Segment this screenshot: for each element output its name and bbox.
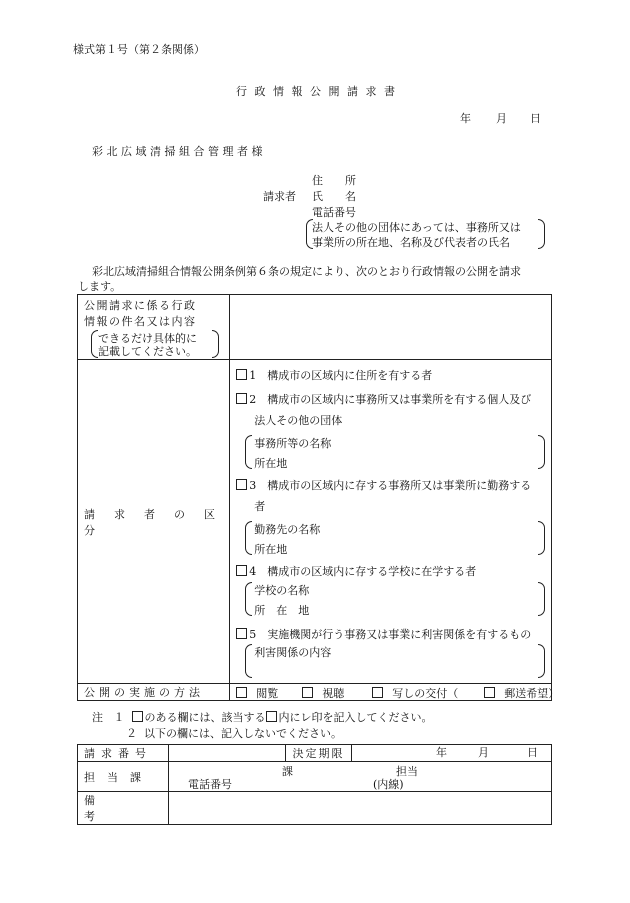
note-checkbox-icon — [132, 711, 143, 722]
option-4[interactable] — [236, 565, 476, 577]
option-2-location-label: 所在地 — [254, 457, 288, 470]
method-view-text: 閲覧 — [256, 687, 279, 700]
option-1-checkbox[interactable] — [236, 369, 247, 380]
decision-deadline-label: 決定期限 — [292, 747, 345, 760]
corp-note-right-bracket — [538, 219, 545, 249]
subject-label-line1: 公開請求に係る行政 — [84, 299, 197, 312]
option-5-text: 5 実施機関が行う事務又は事業に利害関係を有するもの — [249, 628, 532, 641]
subject-row — [78, 295, 552, 360]
option-1-text: 1 構成市の区域内に住所を有する者 — [249, 369, 433, 382]
subject-label-line2: 情報の件名又は内容 — [84, 315, 197, 328]
staff-detail-cell — [169, 762, 552, 792]
category-label-text: 請 求 者 の 区 分 — [84, 507, 234, 537]
date-year-label: 年 — [460, 112, 471, 125]
remarks-label: 備考 — [84, 794, 131, 823]
date-month-label: 月 — [496, 112, 507, 125]
deadline-day-label: 日 — [527, 746, 538, 759]
method-listen-checkbox[interactable] — [302, 687, 313, 698]
date-day-label: 日 — [530, 112, 541, 125]
intro-line2: します。 — [78, 280, 122, 293]
method-copy[interactable] — [372, 687, 458, 699]
subject-note-line2: 記載してください。 — [98, 345, 197, 358]
extension-label: (内線) — [373, 778, 404, 791]
addressee: 彩 北 広 域 清 掃 組 合 管 理 者 様 — [92, 145, 263, 158]
subject-note-left-bracket — [91, 330, 98, 358]
option-3-text: 3 構成市の区域内に存する事務所又は事業所に勤務する — [249, 479, 532, 492]
option-3-right-bracket — [538, 521, 545, 555]
decision-deadline-date-cell — [352, 745, 552, 762]
option-2[interactable] — [236, 393, 531, 405]
option-2-checkbox[interactable] — [236, 393, 247, 404]
request-number-label: 請求番号 — [84, 747, 152, 760]
form-number: 様式第１号（第２条関係） — [73, 43, 205, 56]
note-2-text: 以下の欄には、記入しないでください。 — [144, 727, 342, 740]
option-3-location-label: 所在地 — [254, 543, 288, 556]
option-3-checkbox[interactable] — [236, 479, 247, 490]
note-prefix: 注 — [92, 711, 103, 724]
method-mail-checkbox[interactable] — [484, 687, 495, 698]
category-options-cell — [230, 360, 552, 684]
option-3[interactable] — [236, 479, 531, 491]
request-number-row — [78, 745, 552, 762]
method-mail-text: 郵送希望） — [504, 687, 560, 700]
intro-line1: 彩北広域清掃組合情報公開条例第６条の規定により、次のとおり行政情報の公開を請求 — [92, 265, 521, 278]
request-number-label-cell — [78, 745, 169, 762]
remarks-label-cell — [78, 792, 169, 825]
option-4-location-label: 所 在 地 — [254, 604, 310, 617]
phone-label: 電話番号 — [312, 206, 356, 219]
office-use-table — [77, 744, 552, 825]
staff-label-cell — [78, 762, 169, 792]
option-4-name-label: 学校の名称 — [254, 584, 310, 597]
note-2-num: ２ — [126, 727, 137, 740]
person-label: 担当 — [396, 765, 418, 778]
method-listen-text: 視聴 — [322, 687, 345, 700]
name-label: 氏 名 — [312, 190, 356, 203]
method-label — [78, 684, 229, 700]
decision-deadline-label-cell — [286, 745, 352, 762]
note-1 — [92, 711, 433, 723]
option-4-checkbox[interactable] — [236, 565, 247, 576]
requester-label: 請求者 — [263, 190, 296, 203]
option-3-line2: 者 — [254, 500, 266, 513]
subject-note-line1: できるだけ具体的に — [98, 332, 197, 345]
category-label-cell — [78, 360, 234, 684]
method-view-checkbox[interactable] — [236, 687, 247, 698]
deadline-year-label: 年 — [436, 746, 447, 759]
category-label — [78, 506, 234, 538]
option-5[interactable] — [236, 628, 531, 640]
corp-note-line2: 事業所の所在地、名称及び代表者の氏名 — [312, 236, 510, 249]
method-copy-checkbox[interactable] — [372, 687, 383, 698]
remarks-cell — [169, 792, 552, 825]
subject-input-cell[interactable] — [230, 295, 552, 360]
staff-label: 担当課 — [84, 770, 153, 784]
category-row — [78, 360, 552, 684]
request-number-cell — [169, 745, 286, 762]
remarks-row — [78, 792, 552, 825]
staff-phone-label: 電話番号 — [188, 778, 232, 791]
option-3-name-label: 勤務先の名称 — [254, 523, 321, 536]
note-checkbox-icon-2 — [266, 711, 277, 722]
option-5-detail-label: 利害関係の内容 — [254, 646, 332, 659]
option-5-right-bracket — [538, 644, 545, 678]
option-2-text: 2 構成市の区域内に事務所又は事業所を有する個人及び — [249, 393, 532, 406]
option-3-left-bracket — [245, 521, 252, 555]
method-copy-text: 写しの交付（ — [392, 687, 459, 700]
corp-note-line1: 法人その他の団体にあっては、事務所又は — [312, 221, 521, 234]
method-listen[interactable] — [302, 687, 344, 699]
method-view[interactable] — [236, 687, 278, 699]
note-1-text-b: 内にレ印を記入してください。 — [278, 711, 433, 724]
request-table — [77, 294, 560, 701]
option-1[interactable] — [236, 369, 432, 381]
method-label-text: 公開の実施の方法 — [84, 686, 204, 699]
option-2-left-bracket — [245, 435, 252, 469]
method-label-cell — [78, 684, 230, 701]
option-4-left-bracket — [245, 582, 252, 616]
option-5-left-bracket — [245, 644, 252, 678]
section-label: 課 — [282, 765, 293, 778]
subject-label-cell — [78, 295, 230, 360]
option-2-right-bracket — [538, 435, 545, 469]
deadline-month-label: 月 — [478, 746, 489, 759]
option-4-right-bracket — [538, 582, 545, 616]
option-5-checkbox[interactable] — [236, 628, 247, 639]
subject-note-right-bracket — [212, 330, 219, 358]
option-2-line2: 法人その他の団体 — [254, 414, 343, 427]
address-label: 住 所 — [312, 174, 356, 187]
note-2 — [126, 728, 342, 739]
page-title: 行 政 情 報 公 開 請 求 書 — [236, 85, 397, 98]
method-row — [78, 684, 552, 701]
note-1-num: １ — [113, 711, 125, 724]
staff-row — [78, 762, 552, 792]
method-options-cell — [230, 684, 560, 701]
note-1-text-a: のある欄には、該当する — [144, 711, 266, 724]
method-mail[interactable] — [484, 687, 559, 699]
option-2-name-label: 事務所等の名称 — [254, 437, 332, 450]
option-4-text: 4 構成市の区域内に存する学校に在学する者 — [249, 565, 477, 578]
